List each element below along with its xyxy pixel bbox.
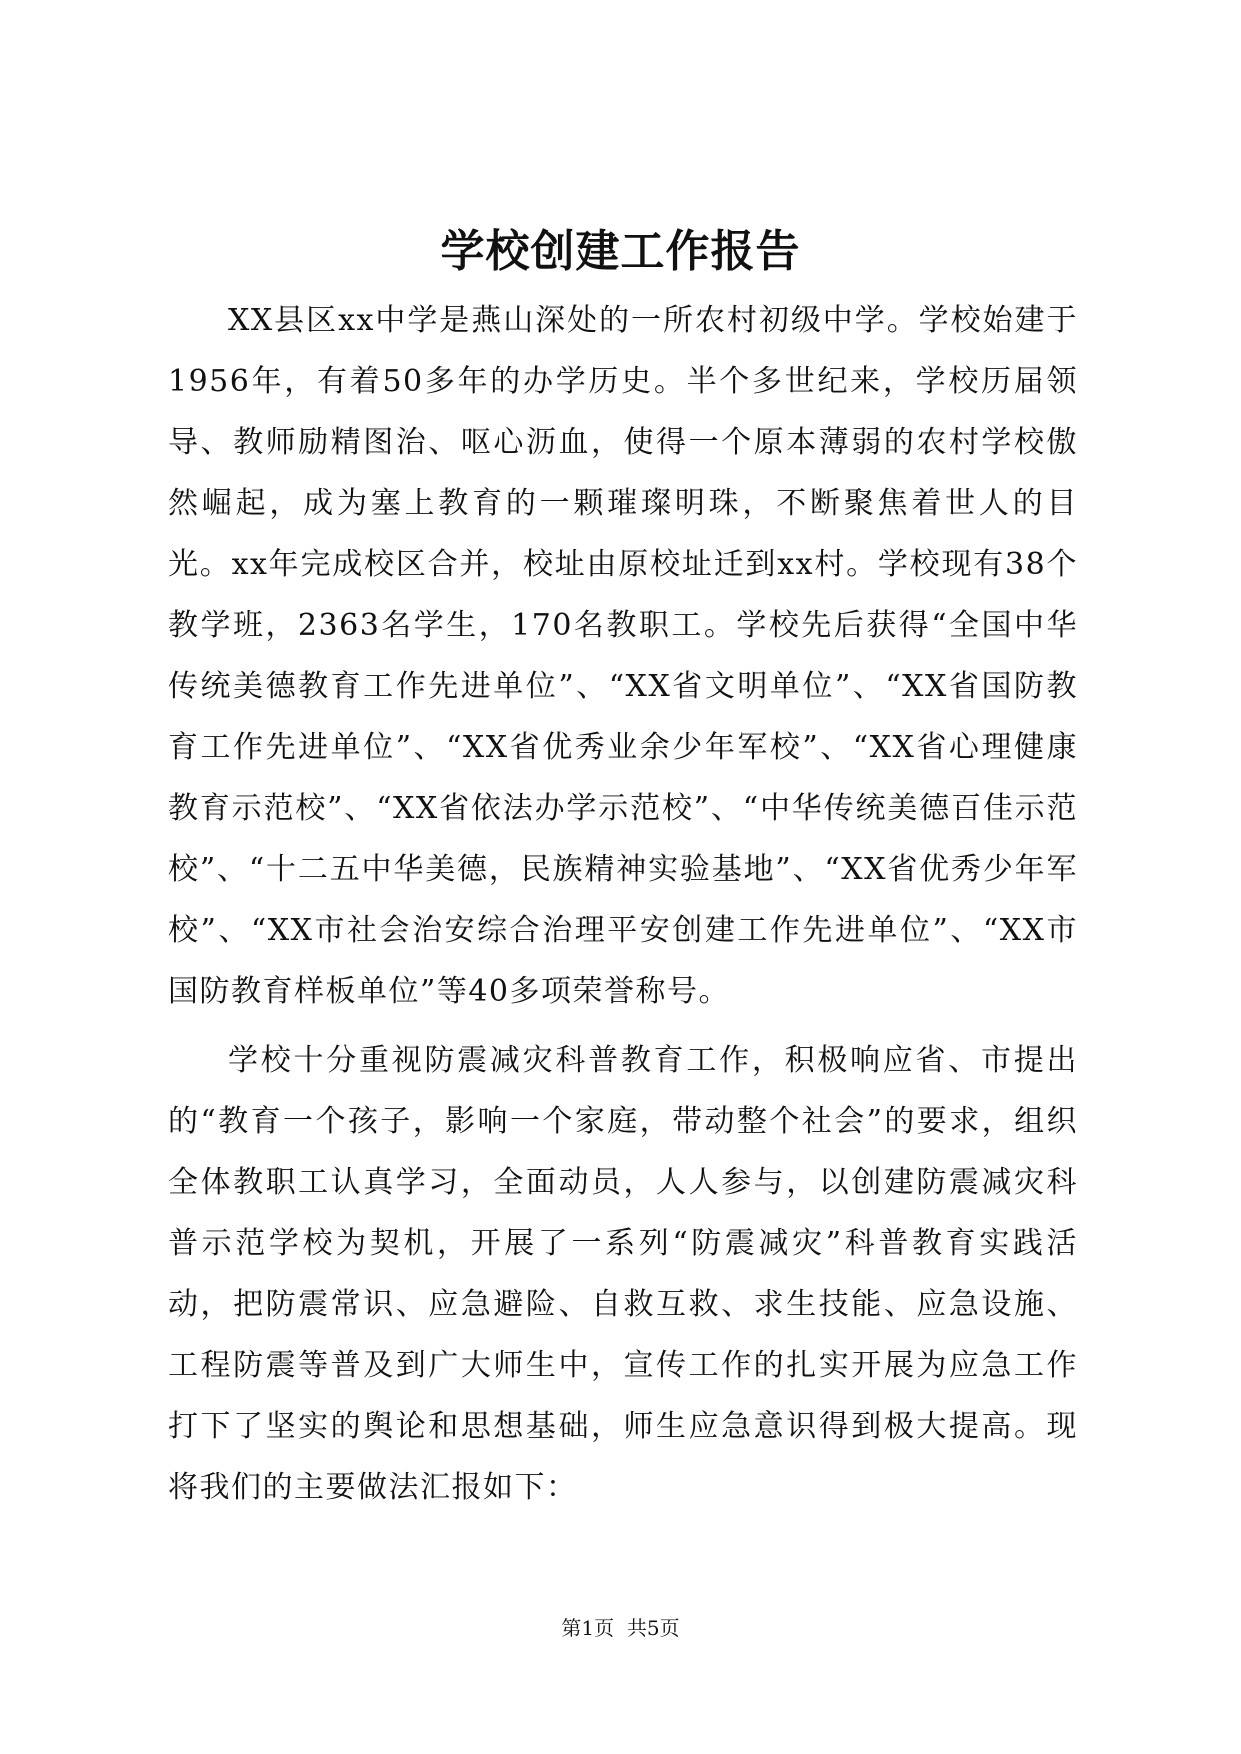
document-body xyxy=(168,290,1078,1518)
page-number: 第1页 xyxy=(561,1616,615,1640)
paragraph-school-intro: XX县区xx中学是燕山深处的一所农村初级中学。学校始建于1956年，有着50多年的办学历史。半个多世纪来，学校历届领导、教师励精图治、呕心沥血，使得一个原本薄弱的农村学校傲然崛起，成为塞上教育的一颗璀璨明珠，不断聚焦着世人的目光。xx年完成校区合并，校址由原校址迁到xx村。学校现有38个教学班，2363名学生，170名教职工。学校先后获得“全国中华传统美德教育工作先进单位”、“XX省文明单位”、“XX省国防教育工作先进单位”、“XX省优秀业余少年军校”、“XX省心理健康教育示范校”、“XX省依法办学示范校”、“中华传统美德百佳示范校”、“十二五中华美德，民族精神实验基地”、“XX省优秀少年军校”、“XX市社会治安综合治理平安创建工作先进单位”、“XX市国防教育样板单位”等40多项荣誉称号。 xyxy=(168,303,1078,1009)
paragraph-earthquake-education: 学校十分重视防震减灾科普教育工作，积极响应省、市提出的“教育一个孩子，影响一个家庭，带动整个社会”的要求，组织全体教职工认真学习，全面动员，人人参与，以创建防震减灾科普示范学校为契机，开展了一系列“防震减灾”科普教育实践活动，把防震常识、应急避险、自救互救、求生技能、应急设施、工程防震等普及到广大师生中，宣传工作的扎实开展为应急工作打下了坚实的舆论和思想基础，师生应急意识得到极大提高。现将我们的主要做法汇报如下： xyxy=(168,1043,1078,1505)
page-footer xyxy=(0,1613,1241,1643)
footer-separator xyxy=(614,1616,627,1640)
document-title: 学校创建工作报告 xyxy=(440,226,801,277)
page-total: 共5页 xyxy=(626,1616,680,1640)
